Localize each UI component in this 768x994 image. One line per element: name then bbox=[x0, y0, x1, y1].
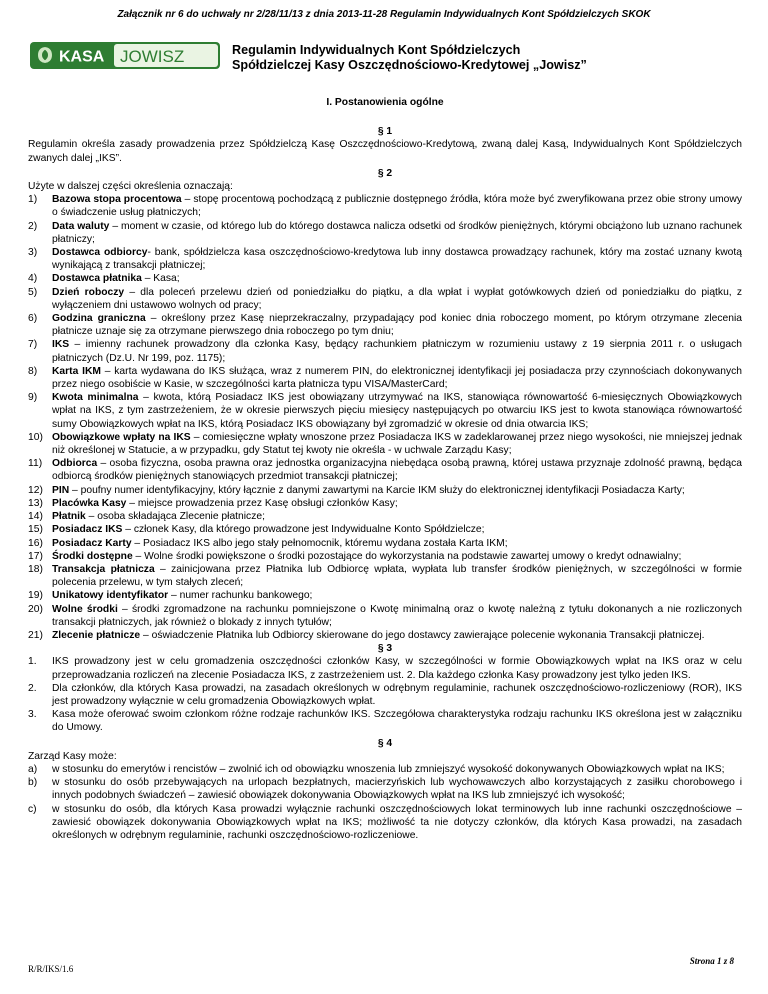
definition-term: Placówka Kasy bbox=[52, 497, 127, 509]
document-code: R/R/IKS/1.6 bbox=[28, 964, 74, 974]
logo-jowisz-text: JOWISZ bbox=[120, 47, 185, 66]
item-text: Kasa może oferować swoim członkom różne rodzaje rachunków IKS. Szczegółowa charakterystyka rodzaju rachunku IKS określona jest w załączniku do Umowy. bbox=[52, 709, 742, 734]
list-item-number: 7) bbox=[28, 339, 38, 351]
definition-term: Dzień roboczy bbox=[52, 286, 125, 298]
title-line-2: Spółdzielczej Kasy Oszczędnościowo-Kredytowej „Jowisz” bbox=[232, 58, 587, 72]
list-item bbox=[28, 563, 742, 589]
definition-term: Karta IKM bbox=[52, 365, 101, 377]
paragraph-mark-1: § 1 bbox=[377, 126, 393, 138]
definition-text: – stopę procentową pochodzącą z publicznie dostępnego źródła, która może być zweryfikowana przez obie strony umowy o świadczenie usług płatniczych; bbox=[52, 194, 742, 219]
list-item-text bbox=[52, 803, 742, 843]
definition-text: – poufny numer identyfikacyjny, który łącznie z danymi zawartymi na Karcie IKM służy do elektronicznej identyfikacji Posiadacza Karty; bbox=[69, 484, 685, 496]
definitions-list bbox=[28, 193, 742, 642]
list-item-number: 2) bbox=[28, 220, 38, 232]
definition-term: Posiadacz Karty bbox=[52, 537, 132, 549]
list-item-text bbox=[52, 763, 742, 776]
list-item-text bbox=[52, 286, 742, 312]
definition-term: PIN bbox=[52, 484, 70, 496]
list-item-number: 13) bbox=[28, 497, 43, 509]
paragraph-mark-4: § 4 bbox=[377, 737, 393, 749]
definition-term: Płatnik bbox=[52, 511, 86, 523]
definition-term: Data waluty bbox=[52, 220, 110, 232]
list-item bbox=[28, 629, 742, 642]
list-item bbox=[28, 803, 742, 843]
list-item-text bbox=[52, 312, 742, 338]
definition-text: – imienny rachunek prowadzony dla członka Kasy, będący rachunkiem płatniczym w rozumieniu ustawy z 19 sierpnia 2011 r. o usługach płatniczych (Dz.U. Nr 199, poz. 1175); bbox=[52, 339, 742, 364]
list-item-number: 12) bbox=[28, 484, 43, 496]
item-text: w stosunku do osób przebywających na urlopach bezpłatnych, macierzyńskich lub wychowawczych albo korzystających z zasiłku chorobowego i innych podobnych świadczeń – zawiesić obowiązek dokonywania Obowiązkowych wpłat na IKS lub zmniejszyć ich wysokość; bbox=[52, 777, 742, 802]
document-body bbox=[28, 96, 742, 842]
list-item-number: a) bbox=[28, 763, 38, 775]
list-item-number: 2. bbox=[28, 682, 37, 694]
list-item-number: 3) bbox=[28, 247, 38, 259]
definition-text: - bank, spółdzielcza kasa oszczędnościowo-kredytowa lub inny dostawca prowadzący rachunek, który ma zostać uznany kwotą wynikającą z transakcji płatniczej; bbox=[52, 247, 742, 272]
definition-term: Transakcja płatnicza bbox=[52, 563, 155, 575]
paragraph-4-list bbox=[28, 763, 742, 842]
paragraph-3-list bbox=[28, 655, 742, 734]
list-item-text bbox=[52, 391, 742, 431]
item-text: Dla członków, dla których Kasa prowadzi, na zasadach określonych w odrębnym regulaminie, rachunek oszczędnościowo-rozliczeniowy (ROR), IKS jest prowadzony wyłącznie w celu gromadzenia Obowiązkowych wpłat. bbox=[52, 682, 742, 707]
definition-term: Kwota minimalna bbox=[52, 392, 139, 404]
definition-term: Unikatowy identyfikator bbox=[52, 590, 169, 602]
list-item bbox=[28, 776, 742, 802]
definition-text: – karta wydawana do IKS służąca, wraz z numerem PIN, do elektronicznej identyfikacji jej posiadacza przy czynnościach dokonywanych przez niego osobiście w Kasie, w szczególności karta płatnicza typu VISA/MasterCard; bbox=[52, 365, 742, 391]
list-item bbox=[28, 286, 742, 312]
definition-term: Zlecenie płatnicze bbox=[52, 629, 141, 641]
list-item-number: 6) bbox=[28, 313, 38, 325]
list-item-text bbox=[52, 563, 742, 589]
definition-text: – oświadczenie Płatnika lub Odbiorcy skierowane do jego dostawcy zawierające polecenie wykonania Transakcji płatniczej. bbox=[140, 629, 705, 641]
list-item-text bbox=[52, 655, 742, 681]
list-item bbox=[28, 603, 742, 629]
list-item-text bbox=[52, 246, 742, 272]
list-item bbox=[28, 523, 742, 536]
list-item bbox=[28, 708, 742, 734]
definition-text: – numer rachunku bankowego; bbox=[168, 590, 313, 602]
list-item-text bbox=[52, 484, 742, 497]
list-item-text bbox=[52, 497, 742, 510]
list-item bbox=[28, 338, 742, 364]
paragraph-mark-2: § 2 bbox=[377, 167, 393, 179]
list-item bbox=[28, 391, 742, 431]
list-item-number: 14) bbox=[28, 511, 43, 523]
definition-text: – Kasa; bbox=[141, 273, 180, 285]
list-item bbox=[28, 589, 742, 602]
definition-text: – osoba fizyczna, osoba prawna oraz jednostka organizacyjna niebędąca osobą prawną, której ustawa przyznaje zdolność prawną, będąca odbiorcą środków pieniężnych stanowiących przedmiot transakcji płatniczej; bbox=[52, 458, 742, 483]
definition-text: – comiesięczne wpłaty wnoszone przez Posiadacza IKS w zadeklarowanej przez niego wysokości, nie mniejszej jednak niż określonej w Statucie, a w przypadku, gdy Statut tej kwoty nie określa - w uchwale Zarządu Kasy; bbox=[52, 431, 742, 457]
list-item-text bbox=[52, 272, 742, 285]
logo-kasa-text: KASA bbox=[59, 48, 105, 66]
paragraph-2-intro: Użyte w dalszej części określenia oznaczają: bbox=[28, 181, 233, 193]
list-item-text bbox=[52, 682, 742, 708]
list-item-number: 15) bbox=[28, 524, 43, 536]
list-item bbox=[28, 484, 742, 497]
definition-term: Dostawca odbiorcy bbox=[52, 247, 148, 259]
definition-text: – dla poleceń przelewu dzień od poniedziałku do piątku, a dla wpłat i wypłat gotówkowych dzień od poniedziałku do piątku, z wyłączeniem dni ustawowo wolnych od pracy; bbox=[52, 286, 742, 311]
paragraph-1-text: Regulamin określa zasady prowadzenia przez Spółdzielczą Kasę Oszczędnościowo-Kredytową, zwaną dalej Kasą, Indywidualnych Kont Spółdzielczych zwanych dalej „IKS”. bbox=[28, 139, 742, 164]
list-item bbox=[28, 220, 742, 246]
definition-text: – kwota, którą Posiadacz IKS jest obowiązany utrzymywać na IKS, stanowiąca równowartość 6-miesięcznych Obowiązkowych wpłat na IKS, z tym zastrzeżeniem, że w okresie pierwszych pięciu miesięcy następujących po otwarciu IKS jest to kwota stanowiąca równowartość sumy Obowiązkowych wpłat na IKS, którą Posiadacz IKS obowiązany był zgromadzić w okresie od dnia otwarcia IKS; bbox=[52, 392, 742, 430]
definition-text: – określony przez Kasę nieprzekraczalny, przypadający pod koniec dnia roboczego moment, po którym otrzymane zlecenia płatnicze uznaje się za otrzymane pierwszego dnia roboczego po tym dniu; bbox=[52, 313, 742, 338]
list-item-number: 16) bbox=[28, 537, 43, 549]
definition-text: – osoba składająca Zlecenie płatnicze; bbox=[85, 511, 265, 523]
list-item bbox=[28, 272, 742, 285]
list-item-number: 3. bbox=[28, 709, 37, 721]
list-item-text bbox=[52, 431, 742, 457]
list-item-text bbox=[52, 457, 742, 483]
list-item bbox=[28, 537, 742, 550]
list-item-text bbox=[52, 338, 742, 364]
list-item bbox=[28, 193, 742, 219]
list-item-number: 18) bbox=[28, 563, 43, 575]
list-item bbox=[28, 457, 742, 483]
definition-term: Dostawca płatnika bbox=[52, 273, 142, 285]
list-item-number: 1. bbox=[28, 656, 37, 668]
section-heading: I. Postanowienia ogólne bbox=[326, 97, 444, 108]
attachment-note: Załącznik nr 6 do uchwały nr 2/28/11/13 z dnia 2013-11-28 Regulamin Indywidualnych Kont Spółdzielczych SKOK bbox=[117, 9, 651, 20]
paragraph-4-intro: Zarząd Kasy może: bbox=[28, 750, 117, 762]
definition-term: Posiadacz IKS bbox=[52, 524, 123, 536]
definition-term: Obowiązkowe wpłaty na IKS bbox=[52, 431, 191, 443]
list-item-text bbox=[52, 776, 742, 802]
list-item-number: 20) bbox=[28, 603, 43, 615]
definition-text: – Wolne środki powiększone o środki pozostające do wykorzystania na podstawie zawartej umowy o kredyt odnawialny; bbox=[132, 550, 682, 562]
list-item-number: c) bbox=[28, 803, 37, 815]
list-item-number: b) bbox=[28, 777, 38, 789]
list-item-number: 9) bbox=[28, 392, 38, 404]
item-text: w stosunku do osób, dla których Kasa prowadzi wyłącznie rachunki oszczędnościowych lokat terminowych lub inne rachunki oszczędnościowe – zawiesić obowiązek dokonywania Obowiązkowych wpłat na IKS; możliwość ta nie dotyczy członków, dla których Kasa prowadzi, na zasadach określonych w odrębnym regulaminie, rachunki oszczędnościowo-rozliczeniowe. bbox=[52, 803, 742, 841]
list-item bbox=[28, 431, 742, 457]
item-text: IKS prowadzony jest w celu gromadzenia oszczędności członków Kasy, w szczególności w formie Obowiązkowych wpłat na IKS oraz w celu przeprowadzania rozliczeń na zlecenie Posiadacza IKS, z zastrzeżeniem ust. 2. Dla każdego członka Kasy prowadzony jest tylko jeden IKS. bbox=[52, 656, 742, 681]
list-item bbox=[28, 497, 742, 510]
list-item-text bbox=[52, 708, 742, 734]
page-number: Strona 1 z 8 bbox=[689, 956, 734, 966]
list-item-number: 19) bbox=[28, 590, 43, 602]
list-item-text bbox=[52, 523, 742, 536]
definition-term: Odbiorca bbox=[52, 458, 98, 470]
list-item-number: 8) bbox=[28, 365, 38, 377]
title-line-1: Regulamin Indywidualnych Kont Spółdzielczych bbox=[232, 43, 521, 57]
definition-term: Godzina graniczna bbox=[52, 313, 146, 325]
definition-text: – Posiadacz IKS albo jego stały pełnomocnik, któremu wydana została Karta IKM; bbox=[131, 537, 508, 549]
definition-text: – zainicjowana przez Płatnika lub Odbiorcę wpłata, wypłata lub transfer środków pieniężnych, w szczególności w formie polecenia przelewu, w tym stałych zleceń; bbox=[52, 563, 742, 589]
list-item-number: 5) bbox=[28, 286, 38, 298]
list-item-number: 21) bbox=[28, 629, 43, 641]
definition-term: Środki dostępne bbox=[52, 550, 133, 562]
list-item bbox=[28, 763, 742, 776]
list-item-text bbox=[52, 589, 742, 602]
definition-text: – moment w czasie, od którego lub do którego dostawca nalicza odsetki od środków pieniężnych, którymi obciążono lub uznano rachunek płatniczy; bbox=[52, 220, 742, 245]
kasa-jowisz-logo bbox=[30, 42, 220, 69]
list-item bbox=[28, 682, 742, 708]
document-title bbox=[232, 43, 587, 73]
list-item-text bbox=[52, 550, 742, 563]
list-item bbox=[28, 365, 742, 391]
definition-term: Bazowa stopa procentowa bbox=[52, 194, 182, 206]
definition-text: – miejsce prowadzenia przez Kasę obsługi członków Kasy; bbox=[126, 497, 398, 509]
list-item-text bbox=[52, 537, 742, 550]
list-item-text bbox=[52, 510, 742, 523]
list-item bbox=[28, 246, 742, 272]
list-item-number: 17) bbox=[28, 550, 43, 562]
list-item bbox=[28, 655, 742, 681]
list-item-number: 1) bbox=[28, 194, 38, 206]
item-text: w stosunku do emerytów i rencistów – zwolnić ich od obowiązku wnoszenia lub zmniejszyć wysokość dokonywanych Obowiązkowych wpłat na IKS; bbox=[52, 763, 725, 775]
definition-text: – członek Kasy, dla którego prowadzone jest Indywidualne Konto Spółdzielcze; bbox=[122, 524, 485, 536]
list-item bbox=[28, 312, 742, 338]
list-item-text bbox=[52, 629, 742, 642]
list-item-text bbox=[52, 603, 742, 629]
list-item bbox=[28, 510, 742, 523]
list-item-number: 4) bbox=[28, 273, 38, 285]
list-item-text bbox=[52, 193, 742, 219]
definition-term: IKS bbox=[52, 339, 70, 351]
list-item bbox=[28, 550, 742, 563]
definition-text: – środki zgromadzone na rachunku pomniejszone o Kwotę minimalną oraz o kwotę należną z tytułu dokonanych a nie rozliczonych transakcji płatniczych, jak również o blokady z innych tytułów; bbox=[52, 603, 742, 628]
list-item-number: 11) bbox=[28, 458, 43, 470]
list-item-text bbox=[52, 365, 742, 391]
list-item-number: 10) bbox=[28, 431, 43, 443]
list-item-text bbox=[52, 220, 742, 246]
paragraph-mark-3: § 3 bbox=[377, 643, 393, 655]
definition-term: Wolne środki bbox=[52, 603, 118, 615]
